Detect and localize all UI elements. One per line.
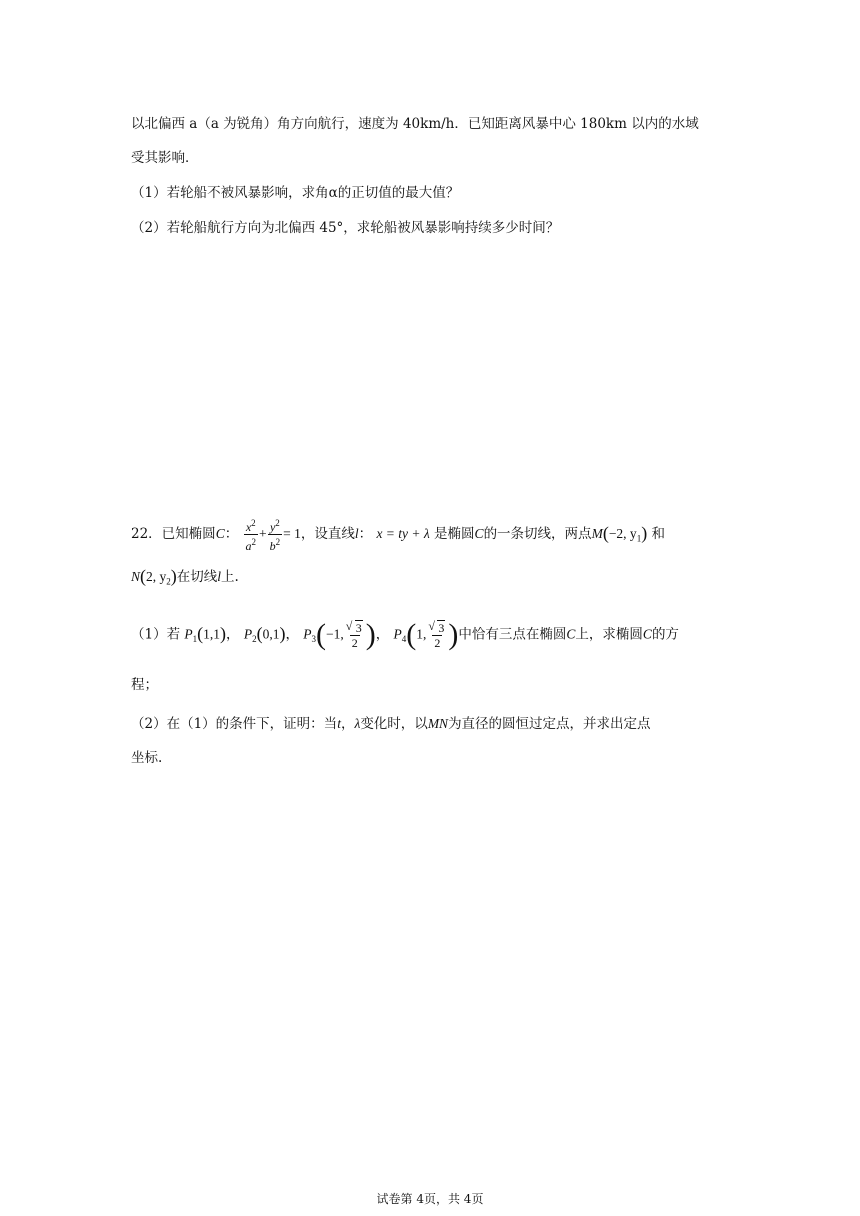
q22-part2-line1: （2）在（1）的条件下，证明：当t，λ变化时，以MN为直径的圆恒过定点，并求出定点 <box>131 716 651 732</box>
q22-part1-line2: 程； <box>131 677 158 693</box>
line-equation: x = ty + λ <box>376 526 430 541</box>
q22-part1-line1: （1）若 $P_1(1,1)$， $P_2(0,1)$， $P_3(-1$, √ $\frac{3}{2}$ )， $P_4(1$, √ $\frac{3}{2}$ )中恰有三点在椭圆C上，求椭圆C的方 <box>131 620 679 650</box>
fraction-x-over-a: $\frac{x^2}{a^2}$ <box>245 518 256 553</box>
page-footer: 试卷第 4页，共 4页 <box>376 1192 484 1206</box>
q21-part2: （2）若轮船航行方向为北偏西 45°，求轮船被风暴影响持续多少时间？ <box>131 220 560 236</box>
q22-number: 22．已知椭圆 <box>131 526 216 542</box>
q22-part2-line2: 坐标. <box>131 750 163 766</box>
q22-line2: N(2, $y_2$)在切线l上. <box>131 566 239 587</box>
fraction-y-over-b: $\frac{y^2}{b^2}$ <box>269 518 281 553</box>
q21-part1: （1）若轮船不被风暴影响，求角α的正切值的最大值？ <box>131 185 460 201</box>
q21-line2: 受其影响． <box>131 150 199 166</box>
q22-line1: 22．已知椭圆C： $\frac{x^2}{a^2}$ + $\frac{y^2}{b^2}$ = 1，设直线l： x = ty + λ 是椭圆C的一条切线，两点M(−2, $y_1$) 和 <box>131 518 665 553</box>
q21-line1: 以北偏西 a（a 为锐角）角方向航行，速度为 40km/h．已知距离风暴中心 180km 以内的水域 <box>131 116 699 132</box>
